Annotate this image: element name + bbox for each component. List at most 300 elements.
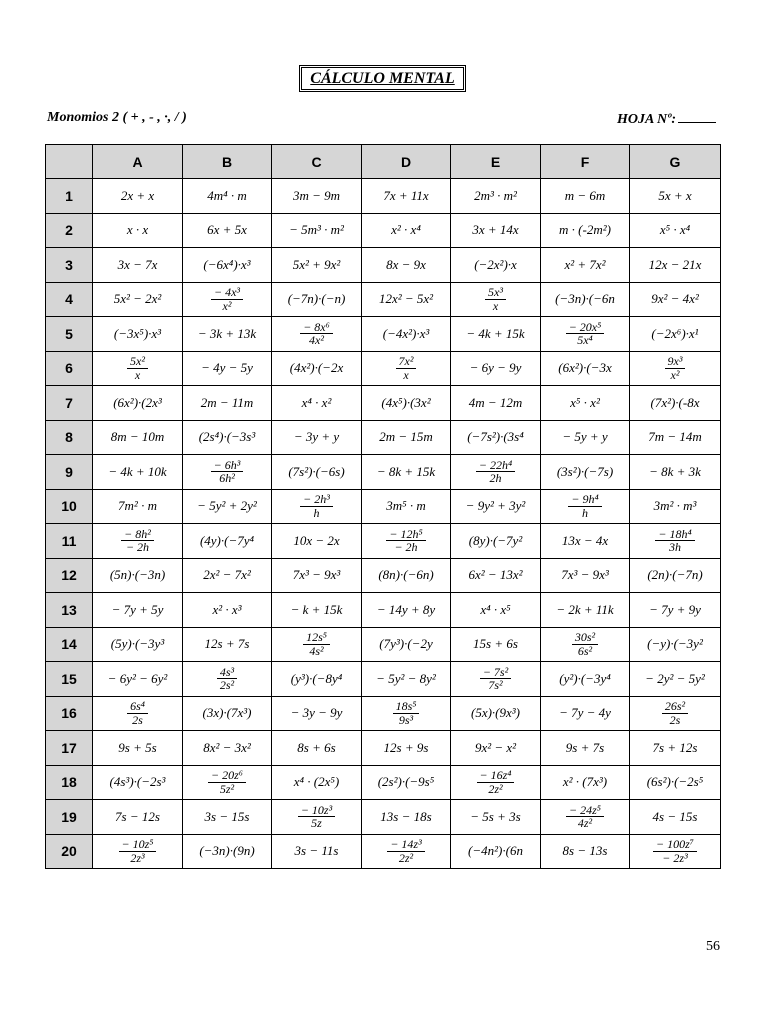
fraction-denominator: − 2h — [125, 540, 150, 555]
fraction-numerator: − 6h³ — [211, 459, 244, 473]
exercise-cell — [93, 696, 183, 731]
exercise-cell — [451, 317, 541, 352]
expression-text: 3m² · m³ — [653, 498, 697, 514]
expression-text: (−3n)·(−6n — [555, 291, 615, 307]
fraction-denominator: 4z² — [577, 816, 593, 831]
expression-text: x⁵ · x⁴ — [659, 222, 691, 238]
fraction-denominator: h — [313, 505, 320, 520]
expression-text: 3m − 9m — [292, 187, 341, 203]
expression-text: 3x − 7x — [117, 256, 158, 272]
exercise-cell — [451, 282, 541, 317]
fraction-numerator: − 4x³ — [211, 286, 243, 300]
exercise-cell — [630, 662, 721, 697]
exercise-cell — [183, 248, 272, 283]
expression-text: 3s − 15s — [204, 808, 250, 824]
exercise-cell — [183, 731, 272, 766]
exercise-cell — [183, 696, 272, 731]
row-number: 2 — [46, 213, 93, 248]
expression-text: (8y)·(−7y² — [468, 532, 523, 548]
fraction-denominator: 6h² — [219, 471, 235, 486]
exercise-cell — [272, 834, 362, 869]
exercise-cell — [541, 489, 630, 524]
table-row — [46, 489, 721, 524]
fraction-numerator: 9x³ — [665, 355, 686, 369]
fraction-denominator: 2z² — [488, 781, 503, 796]
exercise-table-body — [46, 179, 721, 869]
exercise-cell — [362, 282, 451, 317]
exercise-cell — [630, 834, 721, 869]
row-number: 1 — [46, 179, 93, 214]
fraction-numerator: 5x³ — [485, 286, 506, 300]
table-row — [46, 386, 721, 421]
table-row — [46, 731, 721, 766]
fraction-denominator: 4x² — [309, 333, 324, 348]
exercise-cell — [630, 731, 721, 766]
sheet-number-field — [617, 110, 716, 128]
exercise-cell — [362, 351, 451, 386]
fraction-denominator: h — [582, 505, 588, 520]
exercise-cell — [451, 179, 541, 214]
fraction-numerator: − 24z⁵ — [566, 804, 604, 818]
exercise-cell — [362, 765, 451, 800]
fraction-numerator: − 12h⁵ — [386, 528, 425, 542]
fraction-expression — [217, 666, 237, 692]
fraction-expression — [127, 355, 148, 381]
exercise-cell — [272, 248, 362, 283]
exercise-cell — [541, 386, 630, 421]
exercise-cell — [183, 179, 272, 214]
expression-text: − 3y − 9y — [290, 705, 343, 721]
exercise-cell — [93, 627, 183, 662]
sheet-number-blank[interactable] — [678, 110, 716, 123]
fraction-numerator: − 9h⁴ — [568, 493, 601, 507]
exercise-cell — [630, 627, 721, 662]
expression-text: − 7y − 4y — [559, 705, 611, 721]
exercise-cell — [183, 213, 272, 248]
exercise-cell — [630, 800, 721, 835]
table-row — [46, 420, 721, 455]
row-number: 18 — [46, 765, 93, 800]
exercise-cell — [272, 179, 362, 214]
fraction-expression — [387, 838, 424, 864]
exercise-cell — [451, 351, 541, 386]
fraction-numerator: 30s² — [572, 631, 598, 645]
fraction-denominator: 5z — [311, 816, 322, 831]
expression-text: (−7n)·(−n) — [287, 291, 346, 307]
exercise-cell — [183, 282, 272, 317]
exercise-cell — [93, 179, 183, 214]
exercise-cell — [272, 317, 362, 352]
column-header-a: A — [93, 145, 183, 179]
expression-text: − 2k + 11k — [556, 601, 614, 617]
exercise-cell — [541, 765, 630, 800]
fraction-numerator: 7x² — [396, 355, 417, 369]
worksheet-subtitle: Monomios 2 ( + , - , ·, / ) — [47, 110, 187, 125]
exercise-cell — [630, 696, 721, 731]
sheet-number-label: HOJA Nº: — [616, 112, 676, 127]
table-row — [46, 558, 721, 593]
table-row — [46, 455, 721, 490]
fraction-numerator: − 16z⁴ — [477, 769, 515, 783]
column-header-c: C — [272, 145, 362, 179]
fraction-denominator: 2s² — [219, 678, 235, 693]
exercise-cell — [93, 213, 183, 248]
exercise-cell — [93, 593, 183, 628]
exercise-cell — [630, 351, 721, 386]
table-row — [46, 179, 721, 214]
table-row — [46, 248, 721, 283]
exercise-cell — [541, 558, 630, 593]
exercise-cell — [541, 834, 630, 869]
table-row — [46, 765, 721, 800]
row-number: 4 — [46, 282, 93, 317]
exercise-cell — [272, 731, 362, 766]
fraction-denominator: 2z³ — [130, 850, 145, 865]
table-row — [46, 696, 721, 731]
row-number: 15 — [46, 662, 93, 697]
fraction-denominator: 5x⁴ — [577, 333, 593, 348]
fraction-numerator: 5x² — [127, 355, 148, 369]
fraction-numerator: − 2h³ — [300, 493, 333, 507]
exercise-cell — [93, 834, 183, 869]
exercise-cell — [362, 731, 451, 766]
exercise-cell — [183, 593, 272, 628]
expression-text: (−4x²)·x³ — [382, 325, 430, 341]
exercise-cell — [183, 627, 272, 662]
fraction-denominator: − 2z³ — [662, 850, 688, 865]
exercise-cell — [272, 455, 362, 490]
expression-text: − 3k + 13k — [197, 325, 257, 341]
expression-text: (5x)·(9x³) — [470, 705, 520, 721]
expression-text: (5n)·(−3n) — [109, 567, 166, 583]
fraction-expression — [127, 700, 148, 726]
fraction-denominator: 2s — [669, 712, 681, 727]
fraction-expression — [303, 631, 330, 657]
fraction-expression — [477, 769, 515, 795]
expression-text: x² + 7x² — [564, 256, 606, 272]
expression-text: (3s²)·(−7s) — [556, 463, 614, 479]
exercise-cell — [541, 351, 630, 386]
column-header-g: G — [630, 145, 721, 179]
exercise-cell — [541, 593, 630, 628]
fraction-expression — [566, 804, 604, 830]
expression-text: (4x²)·(−2x — [289, 360, 344, 376]
exercise-cell — [272, 627, 362, 662]
exercise-cell — [93, 420, 183, 455]
table-row — [46, 593, 721, 628]
exercise-cell — [451, 386, 541, 421]
expression-text: (−7s²)·(3s⁴ — [467, 429, 524, 445]
expression-text: − 14y + 8y — [376, 601, 436, 617]
expression-text: 15s + 6s — [473, 636, 518, 652]
exercise-cell — [630, 489, 721, 524]
expression-text: 5x² + 9x² — [292, 256, 341, 272]
expression-text: − 6y − 9y — [469, 360, 522, 376]
fraction-numerator: − 20z⁶ — [208, 769, 246, 783]
exercise-cell — [362, 248, 451, 283]
fraction-numerator: − 20x⁵ — [566, 321, 605, 335]
fraction-numerator: 4s³ — [217, 666, 237, 680]
exercise-cell — [272, 696, 362, 731]
expression-text: 10x − 2x — [293, 532, 340, 548]
exercise-cell — [93, 800, 183, 835]
expression-text: (−4n²)·(6n — [468, 843, 523, 859]
exercise-cell — [183, 455, 272, 490]
fraction-expression — [665, 355, 686, 381]
expression-text: − 5y + y — [562, 429, 608, 445]
expression-text: (8n)·(−6n) — [378, 567, 434, 583]
expression-text: 2m − 11m — [200, 394, 254, 410]
expression-text: 7x³ − 9x³ — [561, 567, 609, 583]
exercise-cell — [272, 593, 362, 628]
expression-text: − 7y + 5y — [111, 601, 164, 617]
row-number: 7 — [46, 386, 93, 421]
exercise-cell — [451, 420, 541, 455]
exercise-cell — [541, 800, 630, 835]
corner-cell — [46, 145, 93, 179]
exercise-cell — [541, 317, 630, 352]
expression-text: 13x − 4x — [561, 532, 609, 548]
exercise-cell — [541, 696, 630, 731]
expression-text: − 5s + 3s — [470, 808, 521, 824]
column-header-row — [46, 145, 721, 179]
fraction-numerator: − 8h² — [121, 528, 154, 542]
expression-text: (−2x²)·x — [474, 256, 517, 272]
expression-text: 2m³ · m² — [474, 187, 517, 203]
fraction-numerator: 12s⁵ — [303, 631, 330, 645]
exercise-cell — [183, 558, 272, 593]
exercise-cell — [362, 593, 451, 628]
exercise-cell — [183, 524, 272, 559]
row-number: 12 — [46, 558, 93, 593]
exercise-cell — [272, 800, 362, 835]
expression-text: (6x²)·(2x³ — [113, 394, 162, 410]
exercise-cell — [362, 834, 451, 869]
expression-text: − 4k + 15k — [466, 325, 525, 341]
row-number: 17 — [46, 731, 93, 766]
expression-text: 5x + x — [658, 187, 692, 203]
expression-text: − 8k + 15k — [376, 463, 436, 479]
fraction-expression — [386, 528, 425, 554]
exercise-cell — [272, 765, 362, 800]
fraction-expression — [662, 700, 688, 726]
expression-text: 12x − 21x — [648, 256, 702, 272]
exercise-cell — [93, 662, 183, 697]
fraction-numerator: − 7s² — [480, 666, 511, 680]
exercise-cell — [93, 731, 183, 766]
fraction-expression — [393, 700, 420, 726]
exercise-cell — [541, 662, 630, 697]
fraction-expression — [300, 321, 333, 347]
expression-text: (−6x⁴)·x³ — [203, 256, 251, 272]
fraction-expression — [298, 804, 335, 830]
row-number: 6 — [46, 351, 93, 386]
exercise-cell — [362, 179, 451, 214]
exercise-cell — [362, 317, 451, 352]
expression-text: − k + 15k — [290, 601, 343, 617]
exercise-table — [45, 144, 721, 869]
exercise-cell — [630, 213, 721, 248]
expression-text: (2n)·(−7n) — [647, 567, 703, 583]
exercise-cell — [630, 455, 721, 490]
expression-text: (−3n)·(9n) — [199, 843, 255, 859]
exercise-cell — [630, 765, 721, 800]
expression-text: (−y)·(−3y² — [647, 636, 703, 652]
expression-text: x⁴ · x² — [301, 394, 332, 410]
expression-text: 12s + 9s — [383, 739, 429, 755]
expression-text: 12s + 7s — [204, 636, 250, 652]
expression-text: − 9y² + 3y² — [465, 498, 526, 514]
exercise-cell — [362, 627, 451, 662]
expression-text: 7s + 12s — [652, 739, 698, 755]
table-row — [46, 834, 721, 869]
exercise-cell — [93, 317, 183, 352]
expression-text: (2s²)·(−9s⁵ — [377, 774, 435, 790]
exercise-cell — [451, 800, 541, 835]
fraction-expression — [396, 355, 417, 381]
exercise-cell — [362, 662, 451, 697]
row-number: 16 — [46, 696, 93, 731]
exercise-cell — [272, 282, 362, 317]
expression-text: − 5y² − 8y² — [376, 670, 436, 686]
expression-text: − 5y² + 2y² — [197, 498, 257, 514]
exercise-cell — [272, 386, 362, 421]
fraction-numerator: − 10z³ — [298, 804, 335, 818]
fraction-numerator: − 8x⁶ — [300, 321, 333, 335]
exercise-cell — [362, 696, 451, 731]
row-number: 9 — [46, 455, 93, 490]
expression-text: 6x² − 13x² — [468, 567, 523, 583]
table-row — [46, 800, 721, 835]
fraction-denominator: x — [492, 298, 499, 313]
fraction-numerator: − 100z⁷ — [653, 838, 697, 852]
expression-text: − 8k + 3k — [649, 463, 701, 479]
fraction-expression — [572, 631, 598, 657]
exercise-cell — [630, 420, 721, 455]
exercise-cell — [183, 489, 272, 524]
fraction-expression — [568, 493, 601, 519]
fraction-expression — [485, 286, 506, 312]
exercise-cell — [183, 662, 272, 697]
fraction-numerator: − 10z⁵ — [119, 838, 157, 852]
exercise-cell — [451, 455, 541, 490]
exercise-cell — [451, 213, 541, 248]
column-header-d: D — [362, 145, 451, 179]
table-row — [46, 282, 721, 317]
table-row — [46, 351, 721, 386]
fraction-denominator: x² — [670, 367, 680, 382]
fraction-expression — [119, 838, 157, 864]
expression-text: − 4k + 10k — [108, 463, 167, 479]
fraction-numerator: 6s⁴ — [127, 700, 148, 714]
exercise-cell — [541, 248, 630, 283]
page-number: 56 — [706, 939, 720, 954]
row-number: 13 — [46, 593, 93, 628]
row-number: 10 — [46, 489, 93, 524]
exercise-cell — [272, 558, 362, 593]
exercise-cell — [272, 524, 362, 559]
exercise-cell — [362, 800, 451, 835]
exercise-cell — [451, 489, 541, 524]
exercise-cell — [183, 351, 272, 386]
exercise-cell — [541, 731, 630, 766]
table-row — [46, 524, 721, 559]
fraction-expression — [208, 769, 246, 795]
fraction-denominator: 5z² — [219, 781, 235, 796]
row-number: 20 — [46, 834, 93, 869]
fraction-numerator: 26s² — [662, 700, 688, 714]
expression-text: − 3y + y — [293, 429, 340, 445]
exercise-cell — [451, 834, 541, 869]
row-number: 3 — [46, 248, 93, 283]
expression-text: 3x + 14x — [472, 222, 519, 238]
exercise-cell — [451, 627, 541, 662]
fraction-denominator: 6s² — [577, 643, 593, 658]
fraction-expression — [121, 528, 154, 554]
fraction-denominator: x — [134, 367, 141, 382]
expression-text: (y²)·(−3y⁴ — [559, 670, 611, 686]
exercise-cell — [183, 420, 272, 455]
fraction-denominator: 2s — [132, 712, 143, 727]
exercise-cell — [630, 593, 721, 628]
fraction-expression — [211, 286, 243, 312]
fraction-expression — [653, 838, 697, 864]
exercise-cell — [362, 489, 451, 524]
column-header-e: E — [451, 145, 541, 179]
expression-text: 4s − 15s — [652, 808, 698, 824]
exercise-cell — [93, 386, 183, 421]
expression-text: 7m − 14m — [648, 429, 702, 445]
expression-text: 7x³ − 9x³ — [292, 567, 341, 583]
expression-text: m − 6m — [564, 187, 606, 203]
expression-text: 9s + 7s — [565, 739, 605, 755]
exercise-cell — [93, 351, 183, 386]
exercise-cell — [93, 765, 183, 800]
page-title: CÁLCULO MENTAL — [299, 65, 466, 92]
expression-text: 9s + 5s — [118, 739, 157, 755]
exercise-cell — [183, 317, 272, 352]
row-number: 19 — [46, 800, 93, 835]
expression-text: x⁵ · x² — [570, 394, 600, 410]
expression-text: (6s²)·(−2s⁵ — [646, 774, 704, 790]
exercise-cell — [362, 524, 451, 559]
row-number: 5 — [46, 317, 93, 352]
exercise-cell — [630, 248, 721, 283]
exercise-cell — [630, 282, 721, 317]
exercise-cell — [183, 834, 272, 869]
exercise-cell — [541, 455, 630, 490]
table-row — [46, 213, 721, 248]
fraction-denominator: x² — [222, 298, 232, 313]
exercise-cell — [541, 282, 630, 317]
exercise-cell — [630, 524, 721, 559]
expression-text: 3m⁵ · m — [386, 498, 426, 514]
expression-text: (−3x⁵)·x³ — [113, 325, 162, 341]
exercise-cell — [362, 386, 451, 421]
exercise-cell — [93, 524, 183, 559]
exercise-cell — [451, 765, 541, 800]
fraction-denominator: − 2h — [394, 540, 418, 555]
fraction-numerator: − 14z³ — [387, 838, 424, 852]
expression-text: 8m − 10m — [110, 429, 165, 445]
expression-text: x⁴ · (2x⁵) — [293, 774, 340, 790]
fraction-denominator: 7s² — [488, 678, 503, 693]
exercise-cell — [451, 558, 541, 593]
fraction-denominator: 4s² — [309, 643, 324, 658]
expression-text: x² · (7x³) — [562, 774, 608, 790]
exercise-cell — [272, 213, 362, 248]
expression-text: 9x² − 4x² — [651, 291, 699, 307]
